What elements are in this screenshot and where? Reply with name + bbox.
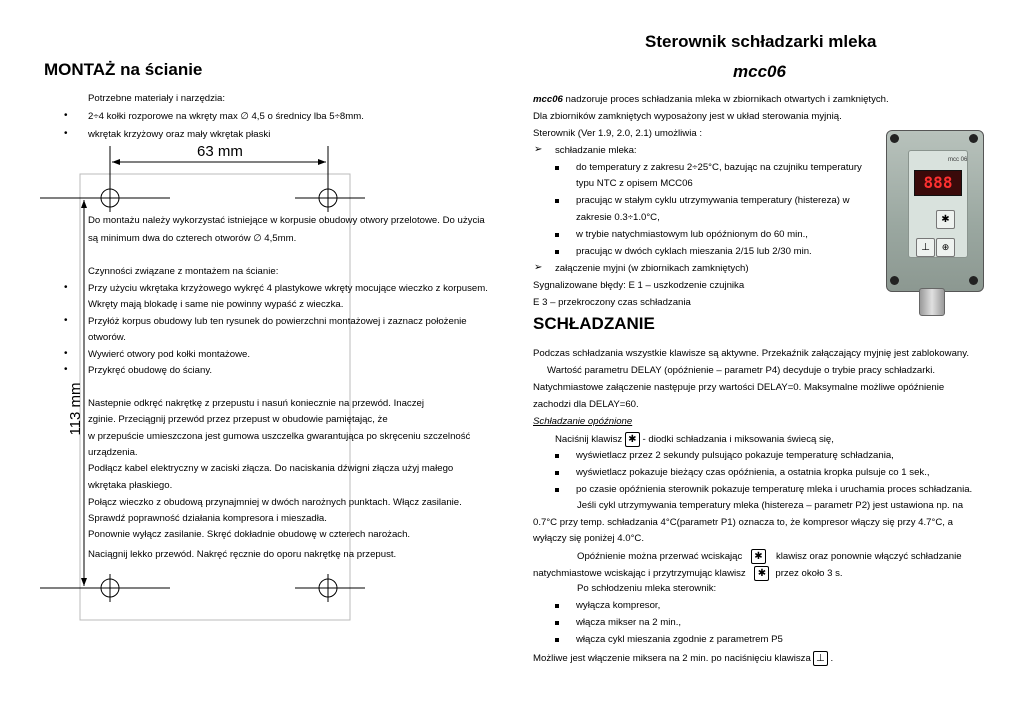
left-title: MONTAŻ na ścianie [44, 60, 203, 79]
cable-paragraph-line: Nastepnie odkręć nakrętkę z przepustu i nasuń koniecznie na przewód. Inaczej [88, 398, 424, 409]
body-line: Jeśli cykl utrzymywania temperatury mleka (histereza – parametr P2) jest ustawiona np. na [577, 500, 964, 511]
square-bullet-icon [555, 604, 559, 608]
step-line: Przykręć obudowę do ściany. [88, 365, 213, 376]
square-bullet-icon [555, 199, 559, 203]
device-wash-key-icon: ⊕ [936, 238, 955, 257]
square-bullet-icon [555, 488, 559, 492]
feature-sub-line: do temperatury z zakresu 2÷25°C, bazując na czujniku temperatury [576, 162, 862, 173]
intro-line: Sterownik (Ver 1.9, 2.0, 2.1) umożliwia : [533, 128, 703, 139]
feature-sub-line: zakresie 0.3÷1.0°C, [576, 212, 660, 223]
cable-paragraph-line: Podłącz kabel elektryczny w zaciski złącza. Do naciskania dźwigni złącza użyj małego [88, 463, 454, 474]
body-line: Po schłodzeniu mleka sterownik: [577, 583, 717, 594]
errors-line: E 3 – przekroczony czas schładzania [533, 297, 691, 308]
errors-line: Sygnalizowane błędy: E 1 – uszkodzenie czujnika [533, 280, 745, 291]
subsection-heading: Schładzanie opóźnione [533, 416, 633, 427]
body-bullet: włącza cykl mieszania zgodnie z parametrem P5 [576, 634, 783, 645]
arrow-bullet-icon: ➢ [534, 262, 543, 273]
bullet-icon: • [64, 128, 68, 139]
materials-item: 2÷4 kołki rozporowe na wkręty max ∅ 4,5 o średnicy lba 5÷8mm. [88, 111, 364, 122]
body-line: Wartość parametru DELAY (opóźnienie – parametr P4) decyduje o trybie pracy schładzarki. [547, 365, 936, 376]
square-bullet-icon [555, 250, 559, 254]
step-line: otworów. [88, 332, 126, 343]
mount-paragraph-line: Do montażu należy wykorzystać istniejące w korpusie obudowy otwory przelotowe. Do użycia [88, 215, 485, 226]
body-line: zachodzi dla DELAY=60. [533, 399, 639, 410]
materials-heading: Potrzebne materiały i narzędzia: [88, 93, 226, 104]
device-mixer-key-icon: ⊥ [916, 238, 935, 257]
intro-line: Dla zbiorników zamkniętych wyposażony jest w układ sterowania myjnią. [533, 111, 842, 122]
bullet-icon: • [64, 282, 68, 293]
feature-sub-line: w trybie natychmiastowym lub opóźnionym do 60 min., [576, 229, 808, 240]
square-bullet-icon [555, 454, 559, 458]
step-line: Przy użyciu wkrętaka krzyżowego wykręć 4 plastykowe wkręty mocujące wieczko z korpusem. [88, 283, 488, 294]
cooling-key-icon: ✱ [754, 566, 769, 581]
cable-paragraph-line: Naciągnij lekko przewód. Nakręć ręcznie do oporu nakrętkę na przepust. [88, 549, 397, 560]
body-line: Naciśnij klawisz ✱ - diodki schładzania i miksowania świecą się, [555, 434, 834, 446]
body-line: 0.7°C przy temp. schładzania 4°C(parametr P1) oznacza to, że kompresor włączy się przy 4.7°C, a [533, 517, 953, 528]
cable-gland [919, 288, 945, 316]
body-bullet: wyłącza kompresor, [576, 600, 661, 611]
bullet-icon: • [64, 315, 68, 326]
body-line: Natychmiastowe załączenie następuje przy wartości DELAY=0. Maksymalne możliwe opóźnienie [533, 382, 945, 393]
dimension-width-label: 63 mm [197, 143, 243, 160]
device-cooling-key-icon: ✱ [936, 210, 955, 229]
cable-paragraph-line: Ponownie wyłącz zasilanie. Skręć dokładnie obudowę w czterech narożach. [88, 529, 411, 540]
cable-paragraph-line: wkrętaka płaskiego. [88, 480, 173, 491]
body-bullet: wyświetlacz pokazuje bieżący czas opóźnienia, a ostatnia kropka pulsuje co 1 sek., [576, 467, 930, 478]
square-bullet-icon [555, 638, 559, 642]
mixer-key-icon: ⊥ [813, 651, 828, 666]
body-line: Podczas schładzania wszystkie klawisze są aktywne. Przekaźnik załączający myjnię jest zablokowany. [533, 348, 969, 359]
cable-paragraph-line: Sprawdź poprawność działania kompresora i mieszadła. [88, 513, 327, 524]
screw-icon [890, 276, 899, 285]
body-bullet: włącza mikser na 2 min., [576, 617, 682, 628]
body-line: natychmiastowe wciskając i przytrzymując klawisz ✱ przez około 3 s. [533, 568, 843, 580]
bullet-icon: • [64, 110, 68, 121]
body-line: Opóźnienie można przerwać wciskając ✱ klawisz oraz ponownie włączyć schładzanie [577, 551, 962, 563]
feature-item: schładzanie mleka: [555, 145, 637, 156]
feature-sub-line: pracując w dwóch cyklach mieszania 2/15 lub 2/30 min. [576, 246, 812, 257]
section-heading: SCHŁADZANIE [533, 314, 655, 333]
step-line: Wkręty mają blokadę i same nie powinny wypaść z wieczka. [88, 299, 344, 310]
body-line: wyłączy się poniżej 4.0°C. [533, 533, 645, 544]
arrow-bullet-icon: ➢ [534, 144, 543, 155]
screw-icon [890, 134, 899, 143]
device-label: mcc 06 [948, 157, 968, 163]
square-bullet-icon [555, 166, 559, 170]
mount-paragraph-line: są minimum dwa do czterech otworów ∅ 4,5mm. [88, 233, 297, 244]
cooling-key-icon: ✱ [625, 432, 640, 447]
dimension-height-label: 113 mm [67, 382, 84, 436]
body-bullet: wyświetlacz przez 2 sekundy pulsująco pokazuje temperaturę schładzania, [576, 450, 894, 461]
steps-heading: Czynności związane z montażem na ścianie: [88, 266, 279, 277]
device-display: 888 [914, 170, 962, 196]
cable-paragraph-line: urządzenia. [88, 447, 138, 458]
body-bullet: po czasie opóźnienia sterownik pokazuje temperaturę mleka i uruchamia proces schładzania. [576, 484, 973, 495]
cable-paragraph-line: w przepuście umieszczona jest gumowa uszczelka gwarantująca po skręceniu szczelność [88, 431, 471, 442]
feature-item: załączenie myjni (w zbiornikach zamkniętych) [555, 263, 749, 274]
screw-icon [969, 134, 978, 143]
bullet-icon: • [64, 348, 68, 359]
materials-item: wkrętak krzyżowy oraz mały wkrętak płaski [88, 129, 271, 140]
body-line: Możliwe jest włączenie miksera na 2 min. po naciśnięciu klawisza ⊥ . [533, 653, 834, 665]
cable-paragraph-line: Połącz wieczko z obudową przynajmniej w dwóch narożnych punktach. Włącz zasilanie. [88, 497, 462, 508]
step-line: Przyłóż korpus obudowy lub ten rysunek do powierzchni montażowej i zaznacz położenie [88, 316, 467, 327]
feature-sub-line: typu NTC z opisem MCC06 [576, 178, 693, 189]
feature-sub-line: pracując w stałym cyklu utrzymywania temperatury (histereza) w [576, 195, 850, 206]
cable-paragraph-line: zginie. Przeciągnij przewód przez przepust w obudowie pamiętając, że [88, 414, 388, 425]
model-name: mcc06 [733, 62, 786, 81]
intro-line: mcc06 nadzoruje proces schładzania mleka w zbiornikach otwartych i zamkniętych. [533, 94, 889, 105]
step-line: Wywierć otwory pod kołki montażowe. [88, 349, 250, 360]
square-bullet-icon [555, 471, 559, 475]
controller-device-image [886, 130, 986, 315]
screw-icon [969, 276, 978, 285]
bullet-icon: • [64, 364, 68, 375]
right-title: Sterownik schładzarki mleka [645, 32, 877, 51]
square-bullet-icon [555, 233, 559, 237]
square-bullet-icon [555, 621, 559, 625]
cooling-key-icon: ✱ [751, 549, 766, 564]
